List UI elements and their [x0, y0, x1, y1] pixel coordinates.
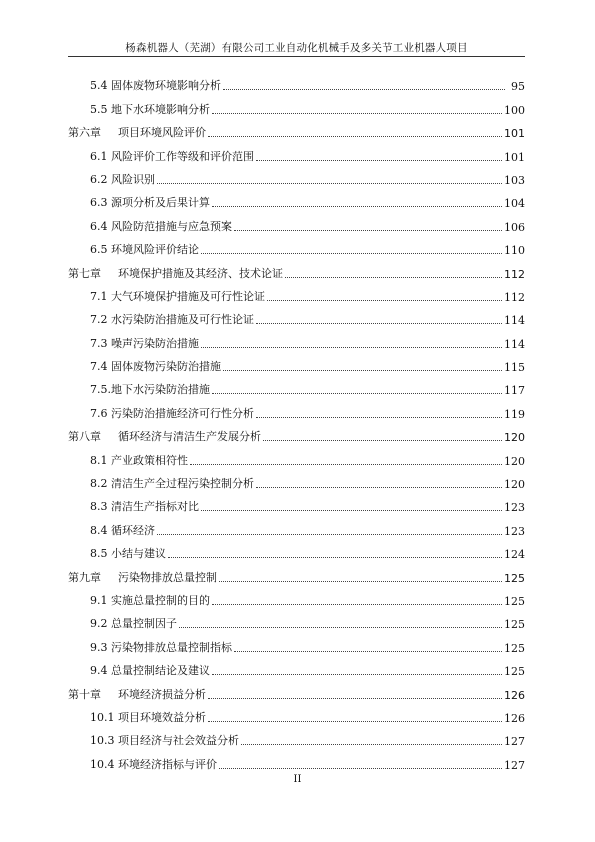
toc-entry-label: 7.5.地下水污染防治措施	[90, 383, 210, 397]
toc-dot-leader	[285, 277, 502, 278]
toc-dot-leader	[212, 604, 502, 605]
toc-page-number: 124	[504, 548, 525, 562]
toc-section-entry[interactable]	[68, 140, 525, 163]
toc-dot-leader	[168, 557, 502, 558]
toc-page-number: 125	[504, 594, 525, 608]
toc-page-number: 123	[504, 524, 525, 538]
toc-section-entry[interactable]	[68, 397, 525, 420]
toc-entry-label: 7.1 大气环境保护措施及可行性论证	[90, 289, 265, 303]
toc-chapter-entry[interactable]	[68, 421, 525, 444]
toc-page-number: 104	[504, 197, 525, 211]
toc-page-number: 125	[504, 618, 525, 632]
toc-dot-leader	[201, 347, 502, 348]
toc-chapter-entry[interactable]	[68, 561, 525, 584]
toc-entry-label: 9.4 总量控制结论及建议	[90, 664, 210, 678]
toc-section-entry[interactable]	[68, 491, 525, 514]
toc-entry-label: 5.5 地下水环境影响分析	[90, 102, 210, 116]
toc-page-number: 120	[504, 431, 525, 445]
toc-dot-leader	[223, 370, 502, 371]
toc-chapter-number: 第八章	[68, 430, 101, 444]
toc-entry-label: 9.2 总量控制因子	[90, 617, 177, 631]
toc-entry-label: 6.1 风险评价工作等级和评价范围	[90, 149, 254, 163]
toc-page-number: 127	[504, 758, 525, 772]
toc-dot-leader	[179, 627, 502, 628]
toc-dot-leader	[190, 464, 502, 465]
toc-dot-leader	[267, 300, 502, 301]
toc-dot-leader	[212, 393, 502, 394]
toc-section-entry[interactable]	[68, 327, 525, 350]
toc-dot-leader	[212, 674, 502, 675]
toc-dot-leader	[256, 323, 502, 324]
toc-page-number: 123	[504, 501, 525, 515]
toc-entry-label: 项目环境风险评价	[118, 126, 206, 140]
toc-page-number: 112	[504, 290, 525, 304]
toc-section-entry[interactable]	[68, 351, 525, 374]
toc-section-entry[interactable]	[68, 514, 525, 537]
toc-section-entry[interactable]	[68, 93, 525, 116]
toc-dot-leader	[201, 510, 502, 511]
toc-page-number: 127	[504, 735, 525, 749]
toc-section-entry[interactable]	[68, 304, 525, 327]
toc-dot-leader	[241, 744, 502, 745]
toc-section-entry[interactable]	[68, 538, 525, 561]
toc-dot-leader	[219, 581, 502, 582]
toc-entry-label: 6.5 环境风险评价结论	[90, 243, 199, 257]
toc-entry-label: 10.3 项目经济与社会效益分析	[90, 734, 239, 748]
toc-entry-label: 9.1 实施总量控制的目的	[90, 593, 210, 607]
toc-dot-leader	[208, 721, 502, 722]
toc-entry-label: 5.4 固体废物环境影响分析	[90, 79, 221, 93]
toc-section-entry[interactable]	[68, 210, 525, 233]
toc-page-number: 112	[504, 267, 525, 281]
toc-page-number: 95	[511, 80, 525, 94]
toc-entry-label: 环境保护措施及其经济、技术论证	[118, 266, 283, 280]
toc-section-entry[interactable]	[68, 725, 525, 748]
toc-dot-leader	[263, 440, 502, 441]
toc-page-number: 125	[504, 571, 525, 585]
toc-dot-leader	[256, 487, 502, 488]
toc-section-entry[interactable]	[68, 164, 525, 187]
toc-dot-leader	[208, 136, 502, 137]
toc-chapter-number: 第十章	[68, 687, 101, 701]
toc-section-entry[interactable]	[68, 444, 525, 467]
toc-entry-label: 10.1 项目环境效益分析	[90, 710, 206, 724]
toc-section-entry[interactable]	[68, 631, 525, 654]
toc-section-entry[interactable]	[68, 655, 525, 678]
toc-page-number: 110	[504, 244, 525, 258]
toc-entry-label: 污染物排放总量控制	[118, 570, 217, 584]
toc-entry-label: 循环经济与清洁生产发展分析	[118, 430, 261, 444]
table-of-contents	[68, 70, 525, 772]
toc-dot-leader	[223, 89, 505, 90]
toc-section-entry[interactable]	[68, 234, 525, 257]
toc-section-entry[interactable]	[68, 187, 525, 210]
toc-section-entry[interactable]	[68, 702, 525, 725]
toc-entry-label: 6.4 风险防范措施与应急预案	[90, 219, 232, 233]
toc-chapter-entry[interactable]	[68, 117, 525, 140]
toc-entry-label: 10.4 环境经济指标与评价	[90, 757, 217, 771]
toc-page-number: 114	[504, 337, 525, 351]
toc-page-number: 125	[504, 665, 525, 679]
toc-section-entry[interactable]	[68, 585, 525, 608]
toc-dot-leader	[256, 417, 502, 418]
toc-dot-leader	[201, 253, 502, 254]
page-number: II	[293, 774, 302, 785]
toc-section-entry[interactable]	[68, 468, 525, 491]
toc-page-number: 126	[504, 688, 525, 702]
toc-dot-leader	[212, 113, 502, 114]
toc-section-entry[interactable]	[68, 608, 525, 631]
toc-page-number: 117	[504, 384, 525, 398]
toc-page-number: 120	[504, 454, 525, 468]
toc-chapter-number: 第七章	[68, 266, 101, 280]
toc-page-number: 114	[504, 314, 525, 328]
toc-section-entry[interactable]	[68, 748, 525, 771]
toc-entry-label: 8.1 产业政策相符性	[90, 453, 188, 467]
toc-chapter-number: 第九章	[68, 570, 101, 584]
toc-dot-leader	[208, 698, 502, 699]
toc-entry-label: 7.4 固体废物污染防治措施	[90, 360, 221, 374]
toc-page-number: 126	[504, 711, 525, 725]
toc-entry-label: 8.3 清洁生产指标对比	[90, 500, 199, 514]
toc-entry-label: 7.2 水污染防治措施及可行性论证	[90, 313, 254, 327]
toc-dot-leader	[157, 183, 502, 184]
toc-section-entry[interactable]	[68, 281, 525, 304]
toc-page-number: 120	[504, 478, 525, 492]
toc-entry-label: 8.4 循环经济	[90, 523, 155, 537]
toc-chapter-number: 第六章	[68, 126, 101, 140]
toc-entry-label: 6.2 风险识别	[90, 172, 155, 186]
toc-page-number: 125	[504, 641, 525, 655]
toc-dot-leader	[234, 230, 502, 231]
toc-page-number: 101	[504, 150, 525, 164]
toc-chapter-entry[interactable]	[68, 678, 525, 701]
running-header: 杨森机器人（芜湖）有限公司工业自动化机械手及多关节工业机器人项目	[68, 40, 525, 57]
toc-entry-label: 8.2 清洁生产全过程污染控制分析	[90, 477, 254, 491]
toc-dot-leader	[256, 160, 502, 161]
toc-entry-label: 6.3 源项分析及后果计算	[90, 196, 210, 210]
toc-dot-leader	[234, 651, 502, 652]
toc-entry-label: 8.5 小结与建议	[90, 547, 166, 561]
toc-page-number: 100	[504, 103, 525, 117]
toc-dot-leader	[157, 534, 502, 535]
toc-dot-leader	[219, 768, 502, 769]
toc-page-number: 106	[504, 220, 525, 234]
toc-chapter-entry[interactable]	[68, 257, 525, 280]
toc-page-number: 101	[504, 127, 525, 141]
toc-page-number: 115	[504, 361, 525, 375]
toc-dot-leader	[212, 206, 502, 207]
toc-entry-label: 9.3 污染物排放总量控制指标	[90, 640, 232, 654]
toc-entry-label: 环境经济损益分析	[118, 687, 206, 701]
toc-page-number: 119	[504, 407, 525, 421]
toc-entry-label: 7.6 污染防治措施经济可行性分析	[90, 406, 254, 420]
toc-section-entry[interactable]	[68, 374, 525, 397]
toc-page-number: 103	[504, 173, 525, 187]
toc-section-entry[interactable]	[68, 70, 525, 93]
toc-entry-label: 7.3 噪声污染防治措施	[90, 336, 199, 350]
